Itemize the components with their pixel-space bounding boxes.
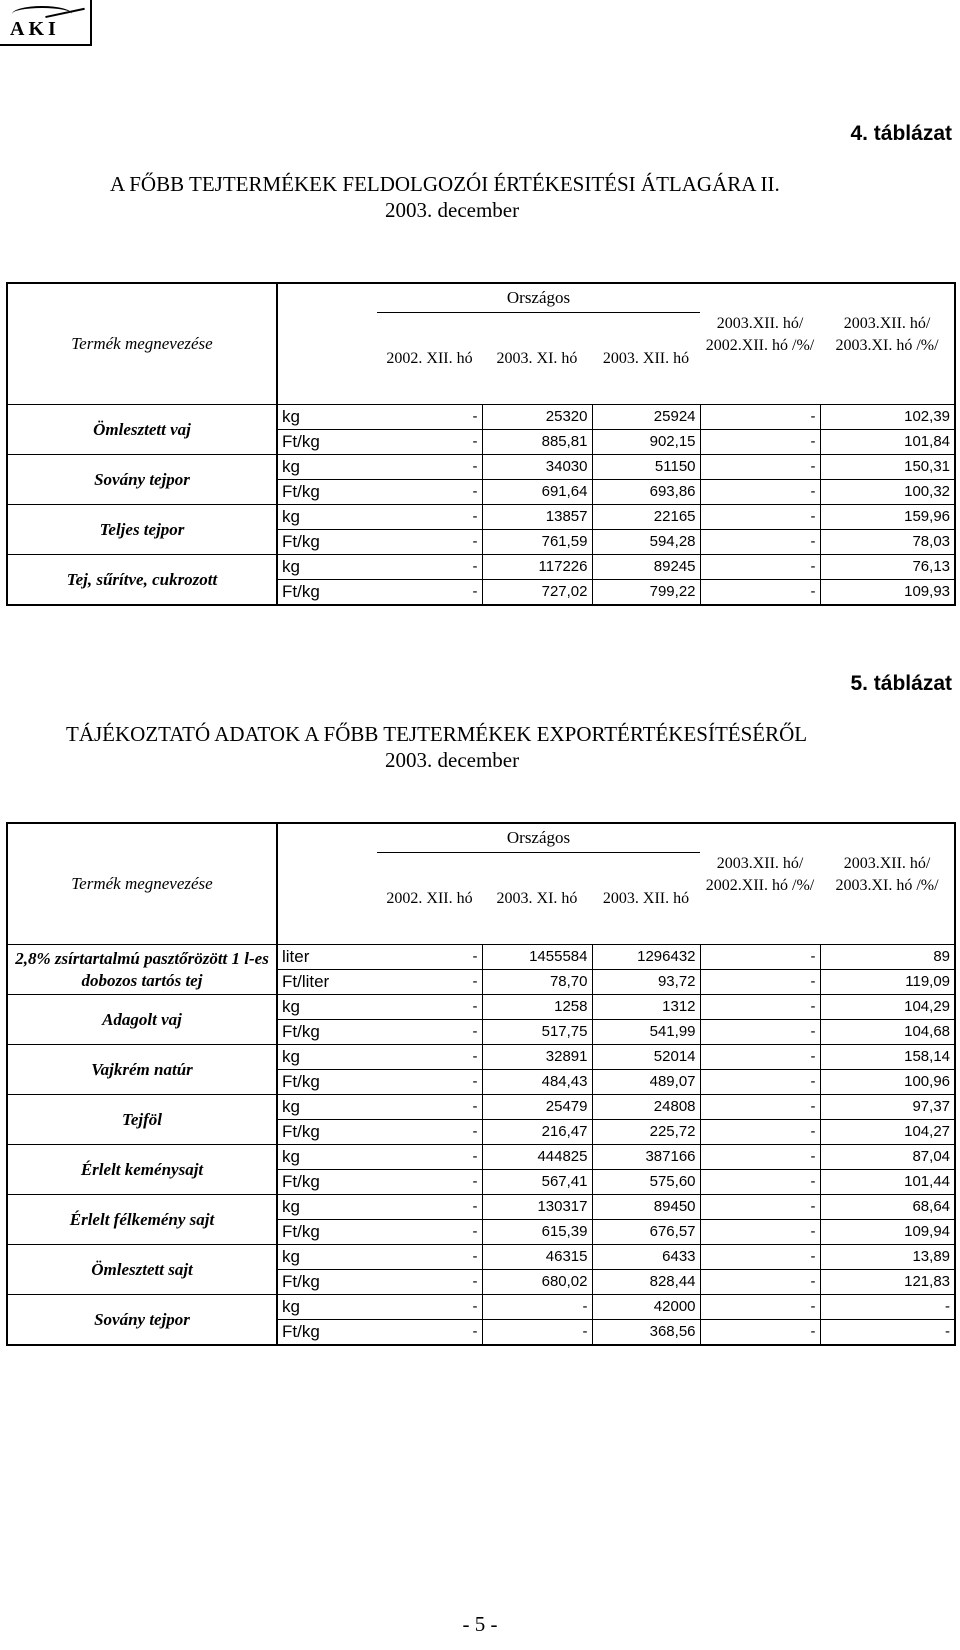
unit-cell: kg [277, 505, 377, 530]
value-cell: 100,96 [820, 1070, 955, 1095]
value-cell: - [700, 455, 820, 480]
value-cell: - [377, 995, 482, 1020]
product-name: Tej, sűrítve, cukrozott [7, 555, 277, 606]
page-number: - 5 - [462, 1612, 498, 1636]
value-cell: 158,14 [820, 1045, 955, 1070]
value-cell: - [700, 1170, 820, 1195]
value-cell: - [377, 430, 482, 455]
header-product: Termék megnevezése [71, 334, 213, 353]
value-cell: - [377, 945, 482, 970]
value-cell: - [377, 1220, 482, 1245]
table-row [7, 995, 955, 1020]
product-name: Adagolt vaj [7, 995, 277, 1045]
unit-cell: Ft/kg [277, 1170, 377, 1195]
value-cell: 89 [820, 945, 955, 970]
value-cell: - [700, 1270, 820, 1295]
value-cell: 119,09 [820, 970, 955, 995]
value-cell: 1258 [482, 995, 592, 1020]
product-name: Vajkrém natúr [7, 1045, 277, 1095]
value-cell: 104,27 [820, 1120, 955, 1145]
value-cell: 1296432 [592, 945, 700, 970]
value-cell: - [700, 1195, 820, 1220]
value-cell: 680,02 [482, 1270, 592, 1295]
value-cell: - [700, 1245, 820, 1270]
value-cell: - [700, 1220, 820, 1245]
unit-cell: Ft/kg [277, 1270, 377, 1295]
product-name: Sovány tejpor [7, 455, 277, 505]
value-cell: 25320 [482, 405, 592, 430]
value-cell: - [377, 1120, 482, 1145]
value-cell: 42000 [592, 1295, 700, 1320]
value-cell: 761,59 [482, 530, 592, 555]
value-cell: 1455584 [482, 945, 592, 970]
value-cell: 109,93 [820, 580, 955, 606]
unit-cell: kg [277, 455, 377, 480]
product-name: 2,8% zsírtartalmú pasztőrözött 1 l-es dobozos tartós tej [7, 945, 277, 995]
table-row [7, 505, 955, 530]
value-cell: - [700, 1320, 820, 1346]
value-cell: 101,44 [820, 1170, 955, 1195]
value-cell: - [377, 555, 482, 580]
header-product: Termék megnevezése [71, 874, 213, 893]
column-header: 2002. XII. hó [386, 349, 473, 367]
value-cell: - [700, 1145, 820, 1170]
unit-cell: Ft/kg [277, 1020, 377, 1045]
value-cell: - [700, 530, 820, 555]
value-cell: - [700, 970, 820, 995]
unit-cell: kg [277, 1045, 377, 1070]
column-header: 2003. XII. hó [602, 349, 690, 367]
table-row [7, 1245, 955, 1270]
unit-cell: kg [277, 1245, 377, 1270]
value-cell: 51150 [592, 455, 700, 480]
value-cell: 109,94 [820, 1220, 955, 1245]
value-cell: - [700, 405, 820, 430]
value-cell: 902,15 [592, 430, 700, 455]
value-cell: - [377, 480, 482, 505]
column-header: 2003. XI. hó [496, 889, 578, 907]
value-cell: 489,07 [592, 1070, 700, 1095]
unit-cell: kg [277, 405, 377, 430]
value-cell: 93,72 [592, 970, 700, 995]
unit-cell: Ft/kg [277, 1220, 377, 1245]
value-cell: - [700, 555, 820, 580]
value-cell: - [377, 1245, 482, 1270]
value-cell: - [700, 1070, 820, 1095]
table5-label: 5. táblázat [850, 672, 952, 695]
column-header: 2003. XI. hó [496, 349, 578, 367]
value-cell: - [700, 995, 820, 1020]
value-cell: - [377, 1020, 482, 1045]
value-cell: 567,41 [482, 1170, 592, 1195]
table-row [7, 405, 955, 430]
value-cell: 484,43 [482, 1070, 592, 1095]
product-name: Érlelt keménysajt [7, 1145, 277, 1195]
value-cell: - [377, 530, 482, 555]
table-row [7, 945, 955, 970]
value-cell: 100,32 [820, 480, 955, 505]
table4 [6, 282, 956, 606]
value-cell: 46315 [482, 1245, 592, 1270]
value-cell: 828,44 [592, 1270, 700, 1295]
header-unit-blank [277, 823, 377, 945]
value-cell: - [700, 1095, 820, 1120]
value-cell: - [377, 505, 482, 530]
table-row [7, 1045, 955, 1070]
value-cell: - [700, 1045, 820, 1070]
value-cell: 727,02 [482, 580, 592, 606]
value-cell: - [377, 1095, 482, 1120]
value-cell: - [377, 1070, 482, 1095]
header-row [7, 283, 955, 313]
value-cell: 387166 [592, 1145, 700, 1170]
table-row [7, 455, 955, 480]
value-cell: 68,64 [820, 1195, 955, 1220]
unit-cell: Ft/kg [277, 1070, 377, 1095]
column-header: 2003.XII. hó/ 2003.XI. hó /%/ [835, 314, 939, 354]
value-cell: - [700, 945, 820, 970]
value-cell: - [377, 1295, 482, 1320]
table5 [6, 822, 956, 1346]
value-cell: 159,96 [820, 505, 955, 530]
header-group: Országos [377, 823, 700, 853]
value-cell: 216,47 [482, 1120, 592, 1145]
value-cell: 25924 [592, 405, 700, 430]
table4-label: 4. táblázat [850, 122, 952, 145]
value-cell: 130317 [482, 1195, 592, 1220]
value-cell: 121,83 [820, 1270, 955, 1295]
value-cell: 22165 [592, 505, 700, 530]
value-cell: 676,57 [592, 1220, 700, 1245]
value-cell: 368,56 [592, 1320, 700, 1346]
column-header: 2003.XII. hó/ 2003.XI. hó /%/ [835, 854, 939, 894]
column-header: 2003.XII. hó/ 2002.XII. hó /%/ [705, 314, 815, 354]
header-row [7, 823, 955, 853]
value-cell: - [377, 970, 482, 995]
value-cell: - [700, 1120, 820, 1145]
table-row [7, 1295, 955, 1320]
unit-cell: Ft/kg [277, 1120, 377, 1145]
unit-cell: kg [277, 995, 377, 1020]
table4-title: A FŐBB TEJTERMÉKEK FELDOLGOZÓI ÉRTÉKESITÉSI ÁTLAGÁRA II. [110, 172, 780, 196]
value-cell: 34030 [482, 455, 592, 480]
value-cell: - [377, 1270, 482, 1295]
value-cell: 885,81 [482, 430, 592, 455]
value-cell: - [700, 1295, 820, 1320]
product-name: Ömlesztett vaj [7, 405, 277, 455]
table-row [7, 1195, 955, 1220]
product-name: Tejföl [7, 1095, 277, 1145]
value-cell: - [482, 1320, 592, 1346]
value-cell: 517,75 [482, 1020, 592, 1045]
value-cell: 541,99 [592, 1020, 700, 1045]
column-header: 2002. XII. hó [386, 889, 473, 907]
logo-text: AKI [10, 18, 60, 40]
unit-cell: Ft/kg [277, 1320, 377, 1346]
table5-title: TÁJÉKOZTATÓ ADATOK A FŐBB TEJTERMÉKEK EXPORTÉRTÉKESÍTÉSÉRŐL [66, 722, 808, 746]
value-cell: - [700, 480, 820, 505]
unit-cell: Ft/kg [277, 530, 377, 555]
unit-cell: kg [277, 1295, 377, 1320]
product-name: Ömlesztett sajt [7, 1245, 277, 1295]
value-cell: 444825 [482, 1145, 592, 1170]
value-cell: 117226 [482, 555, 592, 580]
table5-subtitle: 2003. december [385, 748, 520, 772]
value-cell: 6433 [592, 1245, 700, 1270]
value-cell: 13857 [482, 505, 592, 530]
unit-cell: Ft/kg [277, 480, 377, 505]
unit-cell: liter [277, 945, 377, 970]
value-cell: 13,89 [820, 1245, 955, 1270]
value-cell: 76,13 [820, 555, 955, 580]
value-cell: - [700, 505, 820, 530]
table-row [7, 1145, 955, 1170]
value-cell: - [377, 1170, 482, 1195]
value-cell: 24808 [592, 1095, 700, 1120]
value-cell: - [377, 1145, 482, 1170]
value-cell: 102,39 [820, 405, 955, 430]
unit-cell: kg [277, 1095, 377, 1120]
header-empty [700, 283, 955, 313]
value-cell: - [700, 580, 820, 606]
value-cell: 32891 [482, 1045, 592, 1070]
aki-logo [0, 0, 92, 46]
value-cell: - [820, 1295, 955, 1320]
value-cell: - [377, 1045, 482, 1070]
value-cell: 89450 [592, 1195, 700, 1220]
value-cell: - [377, 1320, 482, 1346]
unit-cell: kg [277, 555, 377, 580]
product-name: Érlelt félkemény sajt [7, 1195, 277, 1245]
header-unit-blank [277, 283, 377, 405]
value-cell: 150,31 [820, 455, 955, 480]
unit-cell: kg [277, 1195, 377, 1220]
value-cell: - [377, 405, 482, 430]
value-cell: 1312 [592, 995, 700, 1020]
value-cell: 25479 [482, 1095, 592, 1120]
value-cell: 225,72 [592, 1120, 700, 1145]
value-cell: - [700, 430, 820, 455]
value-cell: 101,84 [820, 430, 955, 455]
value-cell: 78,03 [820, 530, 955, 555]
unit-cell: Ft/kg [277, 430, 377, 455]
value-cell: 799,22 [592, 580, 700, 606]
unit-cell: Ft/kg [277, 580, 377, 606]
product-name: Teljes tejpor [7, 505, 277, 555]
column-header: 2003. XII. hó [602, 889, 690, 907]
value-cell: - [700, 1020, 820, 1045]
value-cell: - [377, 580, 482, 606]
value-cell: 97,37 [820, 1095, 955, 1120]
value-cell: 615,39 [482, 1220, 592, 1245]
table4-subtitle: 2003. december [385, 198, 520, 222]
value-cell: - [820, 1320, 955, 1346]
table-row [7, 1095, 955, 1120]
value-cell: 104,29 [820, 995, 955, 1020]
header-group: Országos [377, 283, 700, 313]
table-row [7, 555, 955, 580]
value-cell: 52014 [592, 1045, 700, 1070]
value-cell: 594,28 [592, 530, 700, 555]
value-cell: 104,68 [820, 1020, 955, 1045]
product-name: Sovány tejpor [7, 1295, 277, 1346]
value-cell: 693,86 [592, 480, 700, 505]
value-cell: 575,60 [592, 1170, 700, 1195]
value-cell: - [482, 1295, 592, 1320]
header-empty [700, 823, 955, 853]
unit-cell: kg [277, 1145, 377, 1170]
value-cell: 691,64 [482, 480, 592, 505]
value-cell: - [377, 455, 482, 480]
value-cell: 87,04 [820, 1145, 955, 1170]
column-header: 2003.XII. hó/ 2002.XII. hó /%/ [705, 854, 815, 894]
value-cell: 89245 [592, 555, 700, 580]
value-cell: - [377, 1195, 482, 1220]
unit-cell: Ft/liter [277, 970, 377, 995]
value-cell: 78,70 [482, 970, 592, 995]
